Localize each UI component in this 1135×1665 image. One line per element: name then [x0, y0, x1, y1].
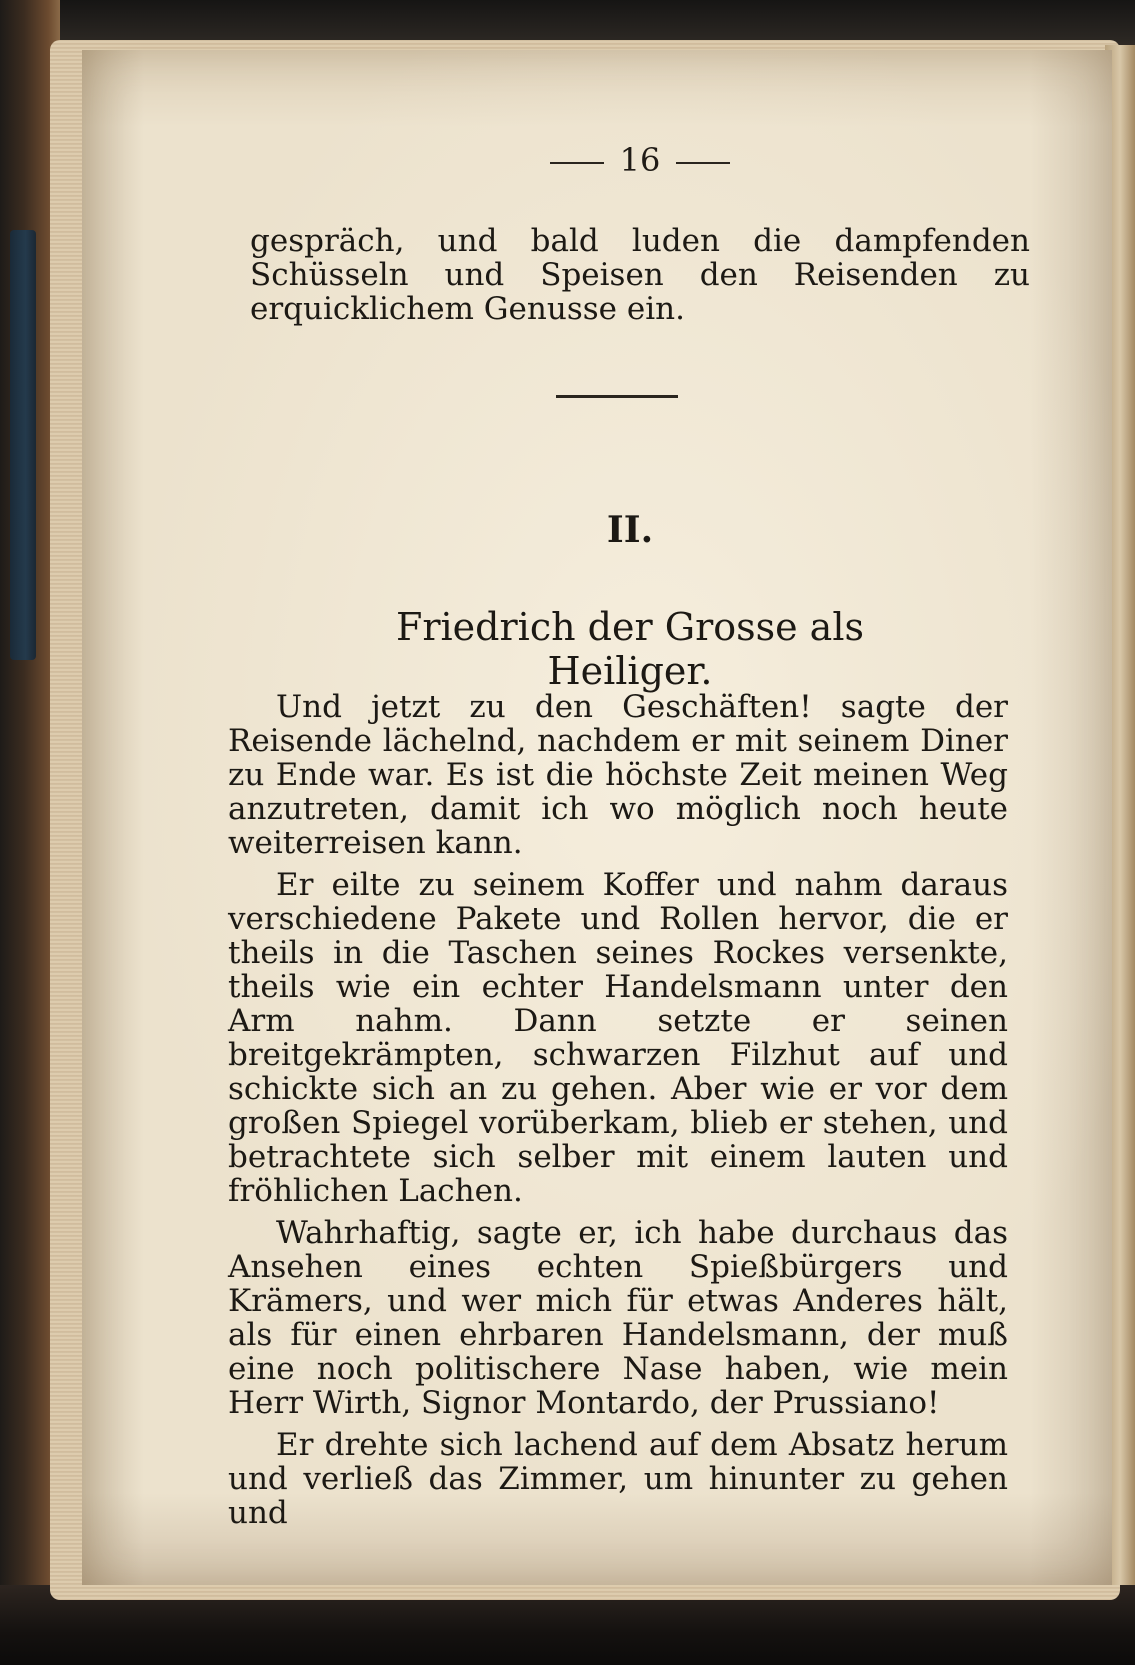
- body-paragraph: Wahrhaftig, sagte er, ich habe durchaus das Ansehen eines echten Spießbürgers und Krämers, und wer mich für etwas Anderes hält, als für einen ehrbaren Handelsmann, der muß eine noch politischere Nase haben, wie mein Herr Wirth, Signor Montardo, der Prussiano!: [228, 1215, 1008, 1421]
- chapter-title: Friedrich der Grosse als Heiliger.: [396, 605, 864, 693]
- body-paragraph: Er eilte zu seinem Koffer und nahm daraus verschiedene Pakete und Rollen hervor, die er theils in die Taschen seines Rockes versenkte, theils wie ein echter Handelsmann unter den Arm nahm. Dann setzte er seinen breitgekrämpten, schwarzen Filzhut auf und schickte sich an zu gehen. Aber wie er vor dem großen Spiegel vorüberkam, blieb er stehen, und betrachtete sich selber mit einem lauten und fröhlichen Lachen.: [228, 867, 1008, 1209]
- section-divider: [556, 395, 678, 398]
- continued-paragraph: gespräch, und bald luden die dampfenden Schüsseln und Speisen den Reisenden zu erquicklichem Genusse ein.: [250, 223, 1030, 327]
- page-header: [530, 140, 750, 180]
- body-paragraph: Und jetzt zu den Geschäften! sagte der Reisende lächelnd, nachdem er mit seinem Diner zu Ende war. Es ist die höchste Zeit meinen Weg anzutreten, damit ich wo möglich noch heute weiterreisen kann.: [228, 689, 1008, 861]
- binding-strip: [10, 230, 36, 660]
- page-number: 16: [619, 141, 661, 179]
- chapter-number: II.: [606, 509, 654, 551]
- header-dash-right: [676, 162, 730, 164]
- header-dash-left: [550, 162, 604, 164]
- chapter-body: [228, 690, 1008, 1538]
- body-paragraph: Er drehte sich lachend auf dem Absatz herum und verließ das Zimmer, um hinunter zu gehen und: [228, 1427, 1008, 1531]
